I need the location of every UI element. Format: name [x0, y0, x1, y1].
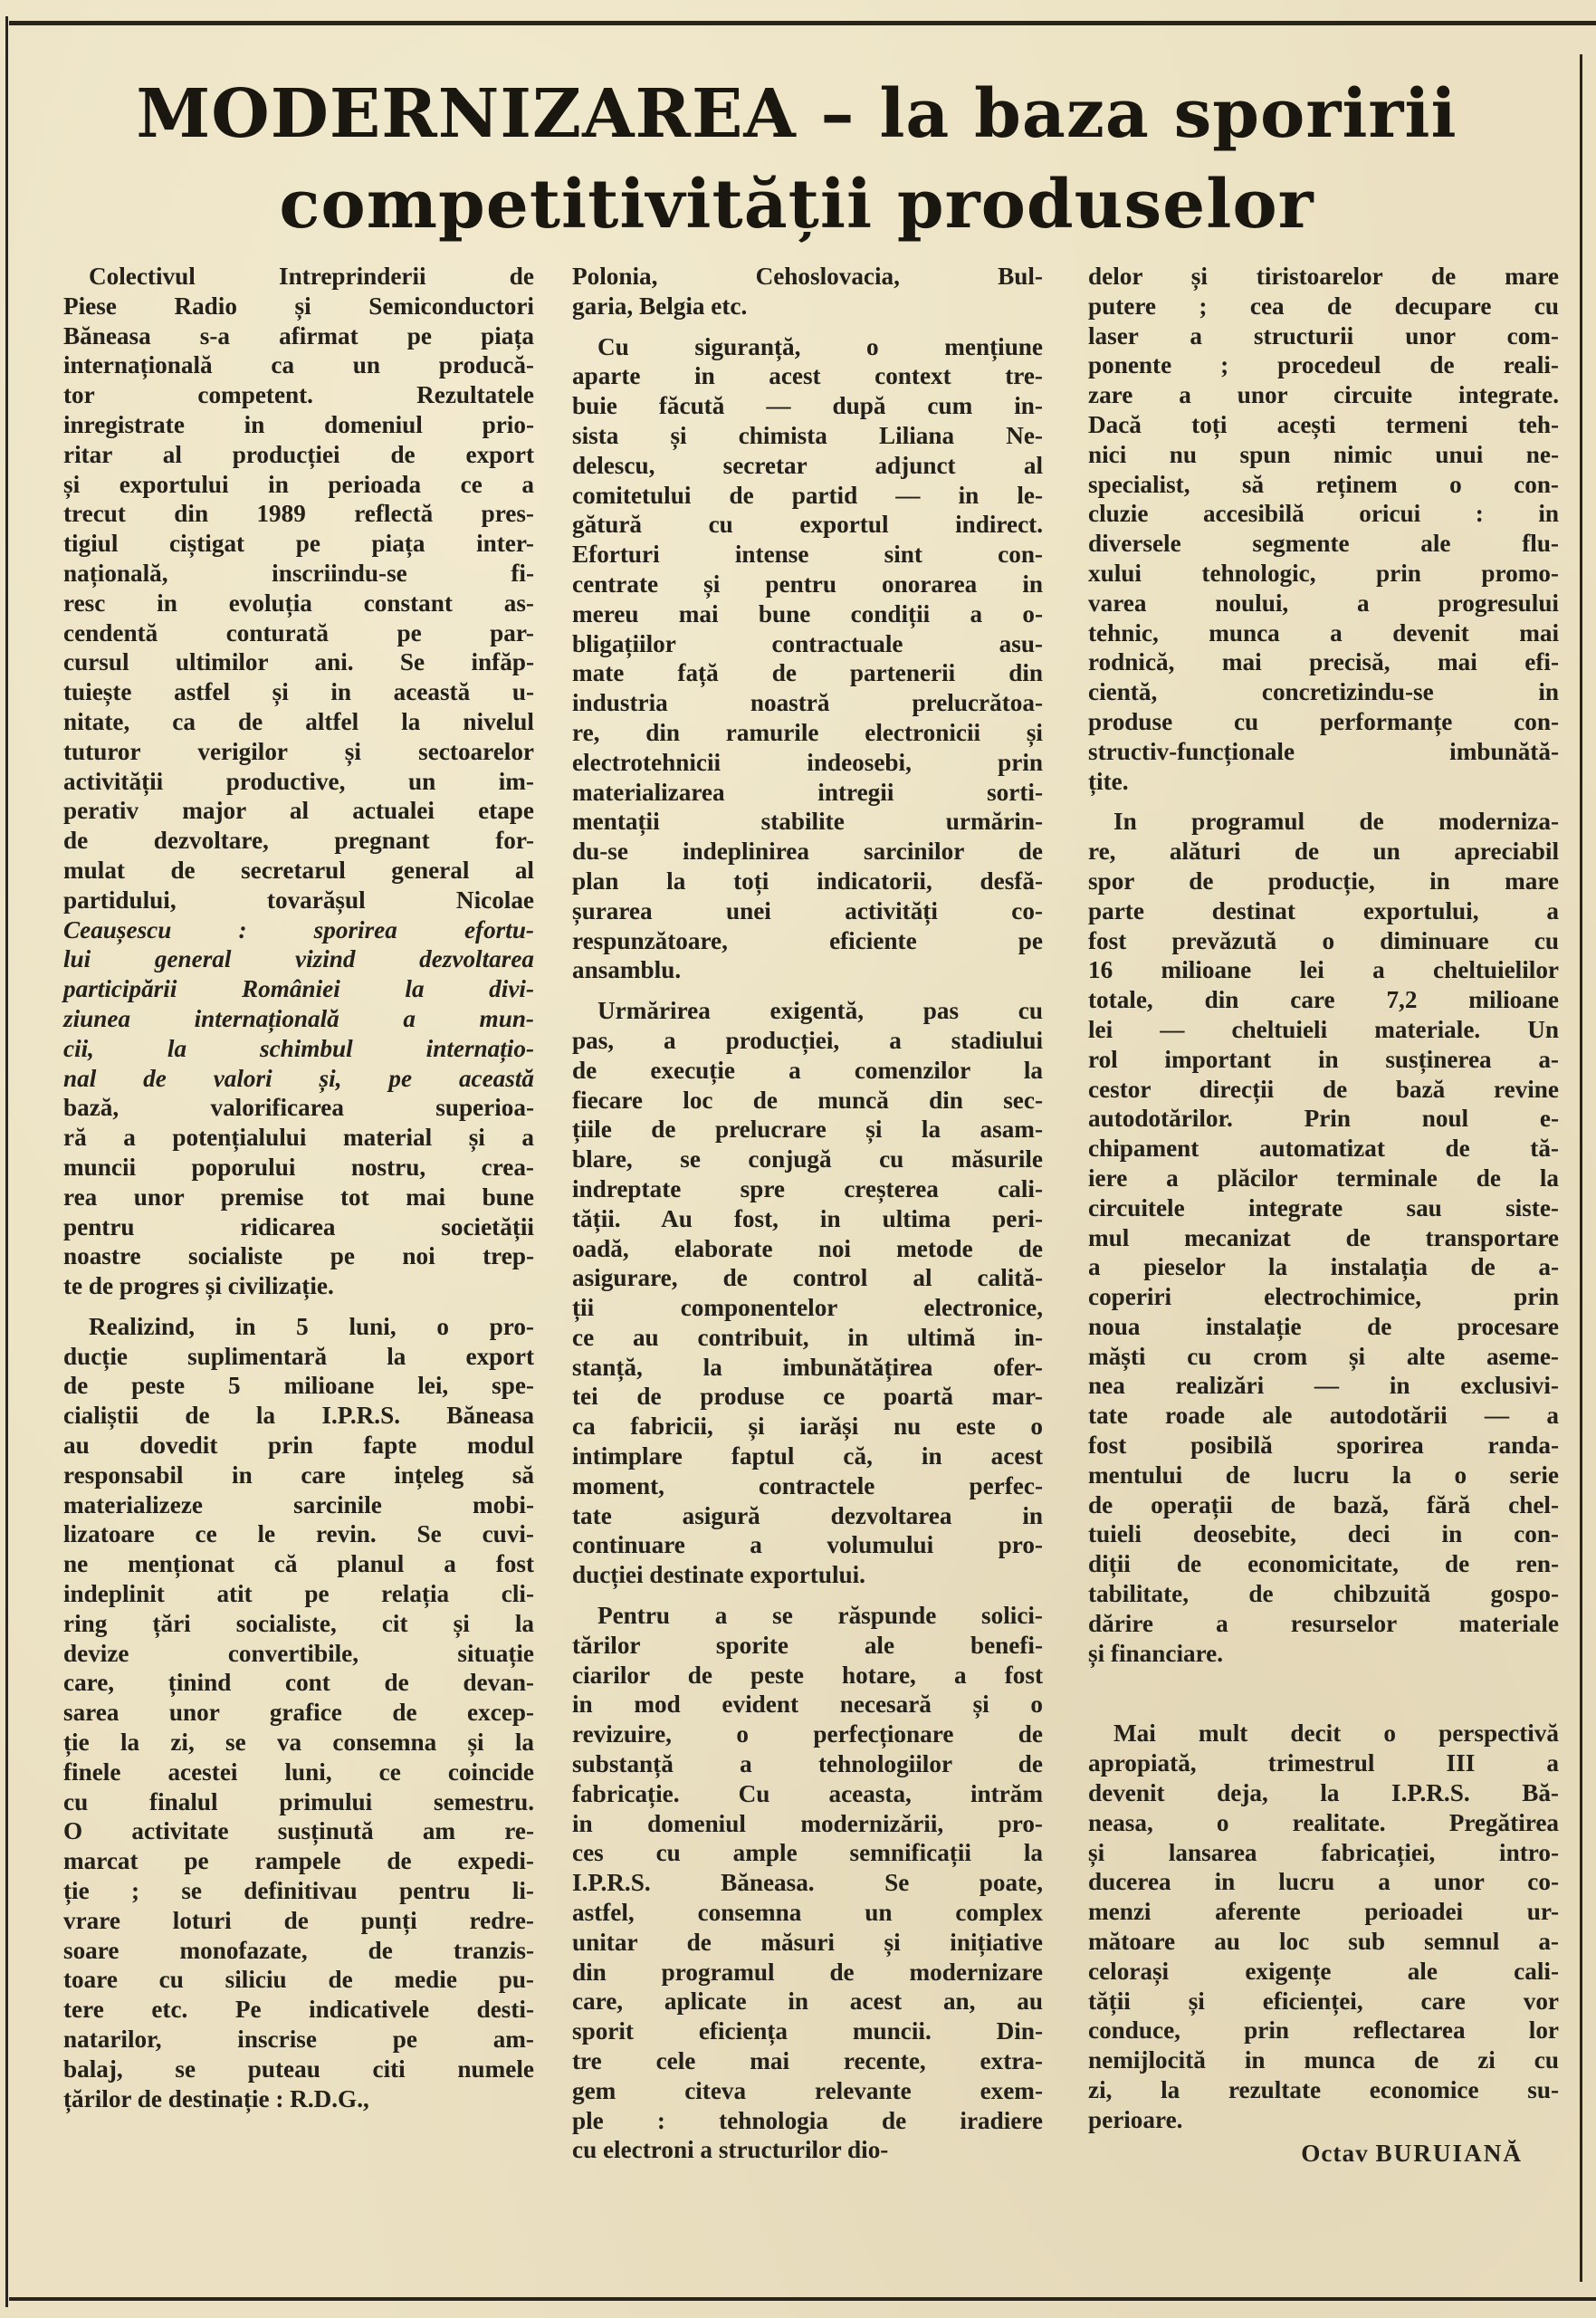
text-line: perativ major al actualei etape	[63, 797, 534, 825]
text-line: sista și chimista Liliana Ne-	[572, 421, 1043, 449]
text-line: structiv-funcționale imbunătă-	[1088, 737, 1559, 765]
text-line: internațională ca un producă-	[63, 351, 534, 379]
text-line: electrotehnicii indeosebi, prin	[572, 748, 1043, 776]
text-line: balaj, se puteau citi numele	[63, 2055, 534, 2083]
paragraph-gap	[572, 321, 1043, 332]
text-line: națională, inscriindu-se fi-	[63, 559, 534, 587]
text-line: ring țări socialiste, cit și la	[63, 1609, 534, 1637]
text-line: toare cu siliciu de medie pu-	[63, 1966, 534, 1994]
text-line: Băneasa s-a afirmat pe piața	[63, 321, 534, 350]
text-line: de operații de bază, fără chel-	[1088, 1490, 1559, 1518]
text-line: și lansarea fabricației, intro-	[1088, 1838, 1559, 1866]
text-line: diții de economicitate, de ren-	[1088, 1550, 1559, 1578]
text-line: devize convertibile, situație	[63, 1639, 534, 1667]
text-line: specialist, să reținem o con-	[1088, 470, 1559, 498]
text-line: continuare a volumului pro-	[572, 1531, 1043, 1559]
text-line: tate roade ale autodotării — a	[1088, 1402, 1559, 1430]
text-line: de peste 5 milioane lei, spe-	[63, 1372, 534, 1400]
text-line: ciarilor de peste hotare, a fost	[572, 1661, 1043, 1689]
text-line: ansamblu.	[572, 956, 682, 984]
text-line: celorași exigențe ale cali-	[1088, 1957, 1559, 1985]
text-line: care, ținind cont de devan-	[63, 1669, 534, 1697]
text-line: au dovedit prin fapte modul	[63, 1432, 534, 1460]
text-line: lui general vizind dezvoltarea	[63, 945, 534, 973]
text-line: dărire a resurselor materiale	[1088, 1609, 1559, 1637]
text-line: Dacă toți acești termeni teh-	[1088, 410, 1559, 438]
text-line: mătoare au loc sub semnul a-	[1088, 1928, 1559, 1956]
text-line: Piese Radio și Semiconductori	[63, 292, 534, 320]
text-line: intimplare faptul că, in acest	[572, 1442, 1043, 1470]
paragraph-gap	[1088, 1668, 1559, 1719]
author-first-name: Octav	[1301, 2139, 1369, 2167]
text-line: te de progres și civilizație.	[63, 1272, 334, 1300]
text-line: noua instalație de procesare	[1088, 1312, 1559, 1340]
text-line: de execuție a comenzilor la	[572, 1056, 1043, 1084]
text-line: Polonia, Cehoslovacia, Bul-	[572, 263, 1043, 290]
text-line: ces cu ample semnificații la	[572, 1839, 1043, 1867]
paragraph-gap	[572, 985, 1043, 996]
text-line: re, din ramurile electronicii și	[572, 718, 1043, 746]
article-column-2	[572, 262, 1043, 2165]
text-line: mate față de partenerii din	[572, 659, 1043, 687]
left-rule	[5, 16, 8, 2307]
article-paragraph	[572, 996, 1043, 1590]
text-line: partidului, tovarășul Nicolae	[63, 886, 534, 914]
text-line: a pieselor la instalația de a-	[1088, 1253, 1559, 1281]
text-line: respunzătoare, eficiente pe	[572, 926, 1043, 954]
text-line: fost prevăzută o diminuare cu	[1088, 926, 1559, 954]
text-line: muncii poporului nostru, crea-	[63, 1153, 534, 1181]
text-line: cestor direcții de bază revine	[1088, 1075, 1559, 1103]
text-line: neasa, o realitate. Pregătirea	[1088, 1808, 1559, 1836]
text-line: ducerea in lucru a unor co-	[1088, 1868, 1559, 1896]
text-line: cu finalul primului semestru.	[63, 1787, 534, 1815]
text-line: marcat pe rampele de expedi-	[63, 1847, 534, 1875]
text-line: lei — cheltuieli materiale. Un	[1088, 1015, 1559, 1043]
text-line: bligațiilor contractuale asu-	[572, 629, 1043, 657]
headline-line-2: competitivității produselor	[279, 166, 1314, 244]
text-line: din programul de modernizare	[572, 1958, 1043, 1986]
text-line: circuitele integrate sau siste-	[1088, 1193, 1559, 1221]
text-line: mul mecanizat de transportare	[1088, 1223, 1559, 1251]
text-line: finele acestei luni, ce coincide	[63, 1758, 534, 1786]
text-line: conduce, prin reflectarea lor	[1088, 2016, 1559, 2045]
text-line: tei de produse ce poartă mar-	[572, 1383, 1043, 1411]
text-line: asigurare, de control al calită-	[572, 1264, 1043, 1292]
text-line: In programul de moderniza-	[1113, 808, 1559, 836]
top-rule	[9, 21, 1596, 25]
text-line: tere etc. Pe indicativele desti-	[63, 1996, 534, 2024]
text-line: inregistrate in domeniul prio-	[63, 410, 534, 438]
text-line: nemijlocită in munca de zi cu	[1088, 2046, 1559, 2074]
text-line: gem citeva relevante exem-	[572, 2076, 1043, 2104]
text-line: țărilor de destinație : R.D.G.,	[63, 2084, 369, 2112]
text-line: Realizind, in 5 luni, o pro-	[89, 1312, 534, 1340]
text-line: rea unor premise tot mai bune	[63, 1183, 534, 1211]
text-line: noastre socialiste pe noi trep-	[63, 1242, 534, 1270]
text-line: tehnic, munca a devenit mai	[1088, 618, 1559, 647]
text-line: cendentă conturată pe par-	[63, 618, 534, 647]
text-line: tății și eficienței, care vor	[1088, 1987, 1559, 2015]
text-line: fabricație. Cu aceasta, intrăm	[572, 1779, 1043, 1807]
article-paragraph	[572, 262, 1043, 321]
text-line: mentații stabilite urmărin-	[572, 808, 1043, 836]
text-line: țite.	[1088, 767, 1129, 795]
text-line: ziunea internațională a mun-	[63, 1004, 534, 1032]
text-line: moment, contractele perfec-	[572, 1471, 1043, 1499]
text-line: nici nu spun nimic unui ne-	[1088, 440, 1559, 468]
article-paragraph	[572, 332, 1043, 986]
text-line: varea noului, a progresului	[1088, 589, 1559, 617]
text-line: putere ; cea de decupare cu	[1088, 292, 1559, 320]
text-line: oadă, elaborate noi metode de	[572, 1234, 1043, 1262]
text-line: perioare.	[1088, 2105, 1183, 2133]
text-line: ritar al producției de export	[63, 440, 534, 468]
text-line: tate asigură dezvoltarea in	[572, 1501, 1043, 1529]
text-line: măști cu crom și alte aseme-	[1088, 1342, 1559, 1370]
text-line: tărilor sporite ale benefi-	[572, 1631, 1043, 1659]
paragraph-gap	[1088, 796, 1559, 807]
article-headline	[27, 69, 1566, 250]
text-line: activității productive, un im-	[63, 767, 534, 795]
text-line: astfel, consemna un complex	[572, 1899, 1043, 1927]
article-paragraph	[1088, 1719, 1559, 2134]
text-line: Colectivul Intreprinderii de	[89, 263, 534, 290]
text-line: cursul ultimilor ani. Se infăp-	[63, 648, 534, 676]
text-line: soare monofazate, de tranzis-	[63, 1936, 534, 1964]
text-line: I.P.R.S. Băneasa. Se poate,	[572, 1869, 1043, 1897]
text-line: și financiare.	[1088, 1639, 1224, 1667]
text-line: cialiștii de la I.P.R.S. Băneasa	[63, 1402, 534, 1430]
text-line: fiecare loc de muncă din sec-	[572, 1086, 1043, 1114]
text-line: responsabil in care ințeleg să	[63, 1461, 534, 1489]
text-line: ple : tehnologia de iradiere	[572, 2106, 1043, 2134]
text-line: stanță, la imbunătățirea ofer-	[572, 1353, 1043, 1381]
text-line: ca fabricii, și iarăși nu este o	[572, 1413, 1043, 1441]
text-line: cu electroni a structurilor dio-	[572, 2136, 889, 2164]
text-line: zare a unor circuite integrate.	[1088, 381, 1559, 409]
text-line: revizuire, o perfecționare de	[572, 1720, 1043, 1748]
text-line: tuiește astfel și in această u-	[63, 678, 534, 706]
article-column-1	[63, 262, 534, 2113]
text-line: blare, se conjugă cu măsurile	[572, 1145, 1043, 1173]
article-paragraph	[63, 262, 534, 1301]
text-line: rol important in susținerea a-	[1088, 1045, 1559, 1073]
text-line: garia, Belgia etc.	[572, 292, 748, 320]
text-line: comitetului de partid — in le-	[572, 481, 1043, 509]
text-line: țiile de prelucrare și la asam-	[572, 1116, 1043, 1144]
article-paragraph	[63, 1312, 534, 2114]
text-line: plan la toți indicatorii, desfă-	[572, 867, 1043, 895]
article-column-3	[1088, 262, 1559, 2168]
text-line: tuturor verigilor și sectoarelor	[63, 737, 534, 765]
text-line: tuieli deosebite, deci in con-	[1088, 1520, 1559, 1548]
paragraph-gap	[572, 1590, 1043, 1601]
text-line: tabilitate, de chibzuită gospo-	[1088, 1580, 1559, 1608]
text-line: cluzie accesibilă oricui : in	[1088, 500, 1559, 528]
text-line: ție ; se definitivau pentru li-	[63, 1877, 534, 1905]
text-line: trecut din 1989 reflectă pres-	[63, 500, 534, 528]
text-line: industria noastră prelucrătoa-	[572, 689, 1043, 717]
text-line: și exportului in perioada ce a	[63, 470, 534, 498]
text-line: Cu siguranță, o mențiune	[597, 332, 1043, 360]
text-line: vrare loturi de punți redre-	[63, 1906, 534, 1934]
text-line: ponente ; procedeul de reali-	[1088, 351, 1559, 379]
text-line: O activitate susținută am re-	[63, 1817, 534, 1845]
right-rule	[1580, 54, 1582, 2282]
paragraph-gap	[63, 1301, 534, 1312]
text-line: devenit deja, la I.P.R.S. Bă-	[1088, 1779, 1559, 1807]
text-line: materializarea intregii sorti-	[572, 778, 1043, 806]
author-signature	[1088, 2139, 1559, 2169]
text-line: pentru ridicarea societății	[63, 1212, 534, 1240]
text-line: natarilor, inscrise pe am-	[63, 2026, 534, 2054]
text-line: diversele segmente ale flu-	[1088, 530, 1559, 558]
text-line: coperiri electrochimice, prin	[1088, 1283, 1559, 1311]
text-line: aparte in acest context tre-	[572, 362, 1043, 390]
text-line: ră a potențialului material și a	[63, 1124, 534, 1152]
text-line: indeplinit atit pe relația cli-	[63, 1580, 534, 1608]
text-line: ții componentelor electronice,	[572, 1294, 1043, 1322]
text-line: rodnică, mai precisă, mai efi-	[1088, 648, 1559, 676]
text-line: zi, la rezultate economice su-	[1088, 2076, 1559, 2104]
text-line: Eforturi intense sint con-	[572, 541, 1043, 569]
text-line: ce au contribuit, in ultimă in-	[572, 1323, 1043, 1351]
text-line: xului tehnologic, prin promo-	[1088, 559, 1559, 587]
headline-line-1: MODERNIZAREA – la baza sporirii	[136, 75, 1457, 154]
text-line: iere a plăcilor terminale de la	[1088, 1164, 1559, 1192]
text-line: tor competent. Rezultatele	[63, 381, 534, 409]
author-last-name: BURUIANĂ	[1375, 2139, 1523, 2167]
text-line: centrate și pentru onorarea in	[572, 570, 1043, 598]
text-line: bază, valorificarea superioa-	[63, 1094, 534, 1122]
text-line: tigiul ciștigat pe piața inter-	[63, 530, 534, 558]
article-paragraph	[1088, 807, 1559, 1668]
text-line: autodotărilor. Prin noul e-	[1088, 1105, 1559, 1133]
text-line: gătură cu exportul indirect.	[572, 511, 1043, 539]
text-line: resc in evoluția constant as-	[63, 589, 534, 617]
text-line: participării României la divi-	[63, 975, 534, 1003]
article-paragraph	[572, 1601, 1043, 2165]
text-line: Mai mult decit o perspectivă	[1113, 1719, 1559, 1748]
text-line: in mod evident necesară și o	[572, 1691, 1043, 1719]
bottom-rule	[9, 2297, 1596, 2301]
text-line: sporit eficiența muncii. Din-	[572, 2017, 1043, 2045]
text-line: parte destinat exportului, a	[1088, 896, 1559, 924]
text-line: Urmărirea exigentă, pas cu	[597, 997, 1043, 1025]
text-line: cii, la schimbul internațio-	[63, 1034, 534, 1062]
text-line: Ceaușescu : sporirea efortu-	[63, 915, 534, 943]
article-paragraph	[1088, 262, 1559, 796]
text-line: șurarea unei activități co-	[572, 896, 1043, 924]
text-line: pas, a producției, a stadiului	[572, 1026, 1043, 1054]
text-line: sarea unor grafice de excep-	[63, 1699, 534, 1727]
text-line: unitar de măsuri și inițiative	[572, 1928, 1043, 1956]
text-line: in domeniul modernizării, pro-	[572, 1809, 1043, 1837]
text-line: spor de producție, in mare	[1088, 867, 1559, 895]
text-line: mulat de secretarul general al	[63, 856, 534, 884]
text-line: ne menționat că planul a fost	[63, 1550, 534, 1578]
text-line: chipament automatizat de tă-	[1088, 1135, 1559, 1163]
text-line: du-se indeplinirea sarcinilor de	[572, 838, 1043, 866]
text-line: Pentru a se răspunde solici-	[597, 1602, 1043, 1630]
text-line: produse cu performanțe con-	[1088, 707, 1559, 735]
text-line: tății. Au fost, in ultima peri-	[572, 1204, 1043, 1232]
text-line: indreptate spre creșterea cali-	[572, 1174, 1043, 1202]
text-line: substanță a tehnologiilor de	[572, 1750, 1043, 1778]
text-line: buie făcută — după cum in-	[572, 392, 1043, 420]
text-line: totale, din care 7,2 milioane	[1088, 986, 1559, 1014]
text-line: care, aplicate in acest an, au	[572, 1988, 1043, 2016]
text-line: de dezvoltare, pregnant for-	[63, 827, 534, 855]
text-line: laser a structurii unor com-	[1088, 321, 1559, 350]
text-line: fost posibilă sporirea randa-	[1088, 1432, 1559, 1460]
text-line: delescu, secretar adjunct al	[572, 451, 1043, 479]
text-line: ducției destinate exportului.	[572, 1561, 865, 1589]
text-line: delor și tiristoarelor de mare	[1088, 263, 1559, 290]
text-line: mentului de lucru la o serie	[1088, 1461, 1559, 1489]
text-line: ție la zi, se va consemna și la	[63, 1729, 534, 1757]
text-line: mereu mai bune condiții a o-	[572, 599, 1043, 627]
text-line: ducție suplimentară la export	[63, 1342, 534, 1370]
text-line: cientă, concretizindu-se in	[1088, 678, 1559, 706]
text-line: nitate, ca de altfel la nivelul	[63, 707, 534, 735]
text-line: materializeze sarcinile mobi-	[63, 1490, 534, 1518]
text-line: nea realizări — in exclusivi-	[1088, 1372, 1559, 1400]
text-line: re, alături de un apreciabil	[1088, 838, 1559, 866]
text-line: lizatoare ce le revin. Se cuvi-	[63, 1520, 534, 1548]
text-line: tre cele mai recente, extra-	[572, 2047, 1043, 2075]
text-line: apropiată, trimestrul III a	[1088, 1749, 1559, 1777]
text-line: 16 milioane lei a cheltuielilor	[1088, 956, 1559, 984]
text-line: nal de valori și, pe această	[63, 1064, 534, 1092]
text-line: menzi aferente perioadei ur-	[1088, 1898, 1559, 1926]
